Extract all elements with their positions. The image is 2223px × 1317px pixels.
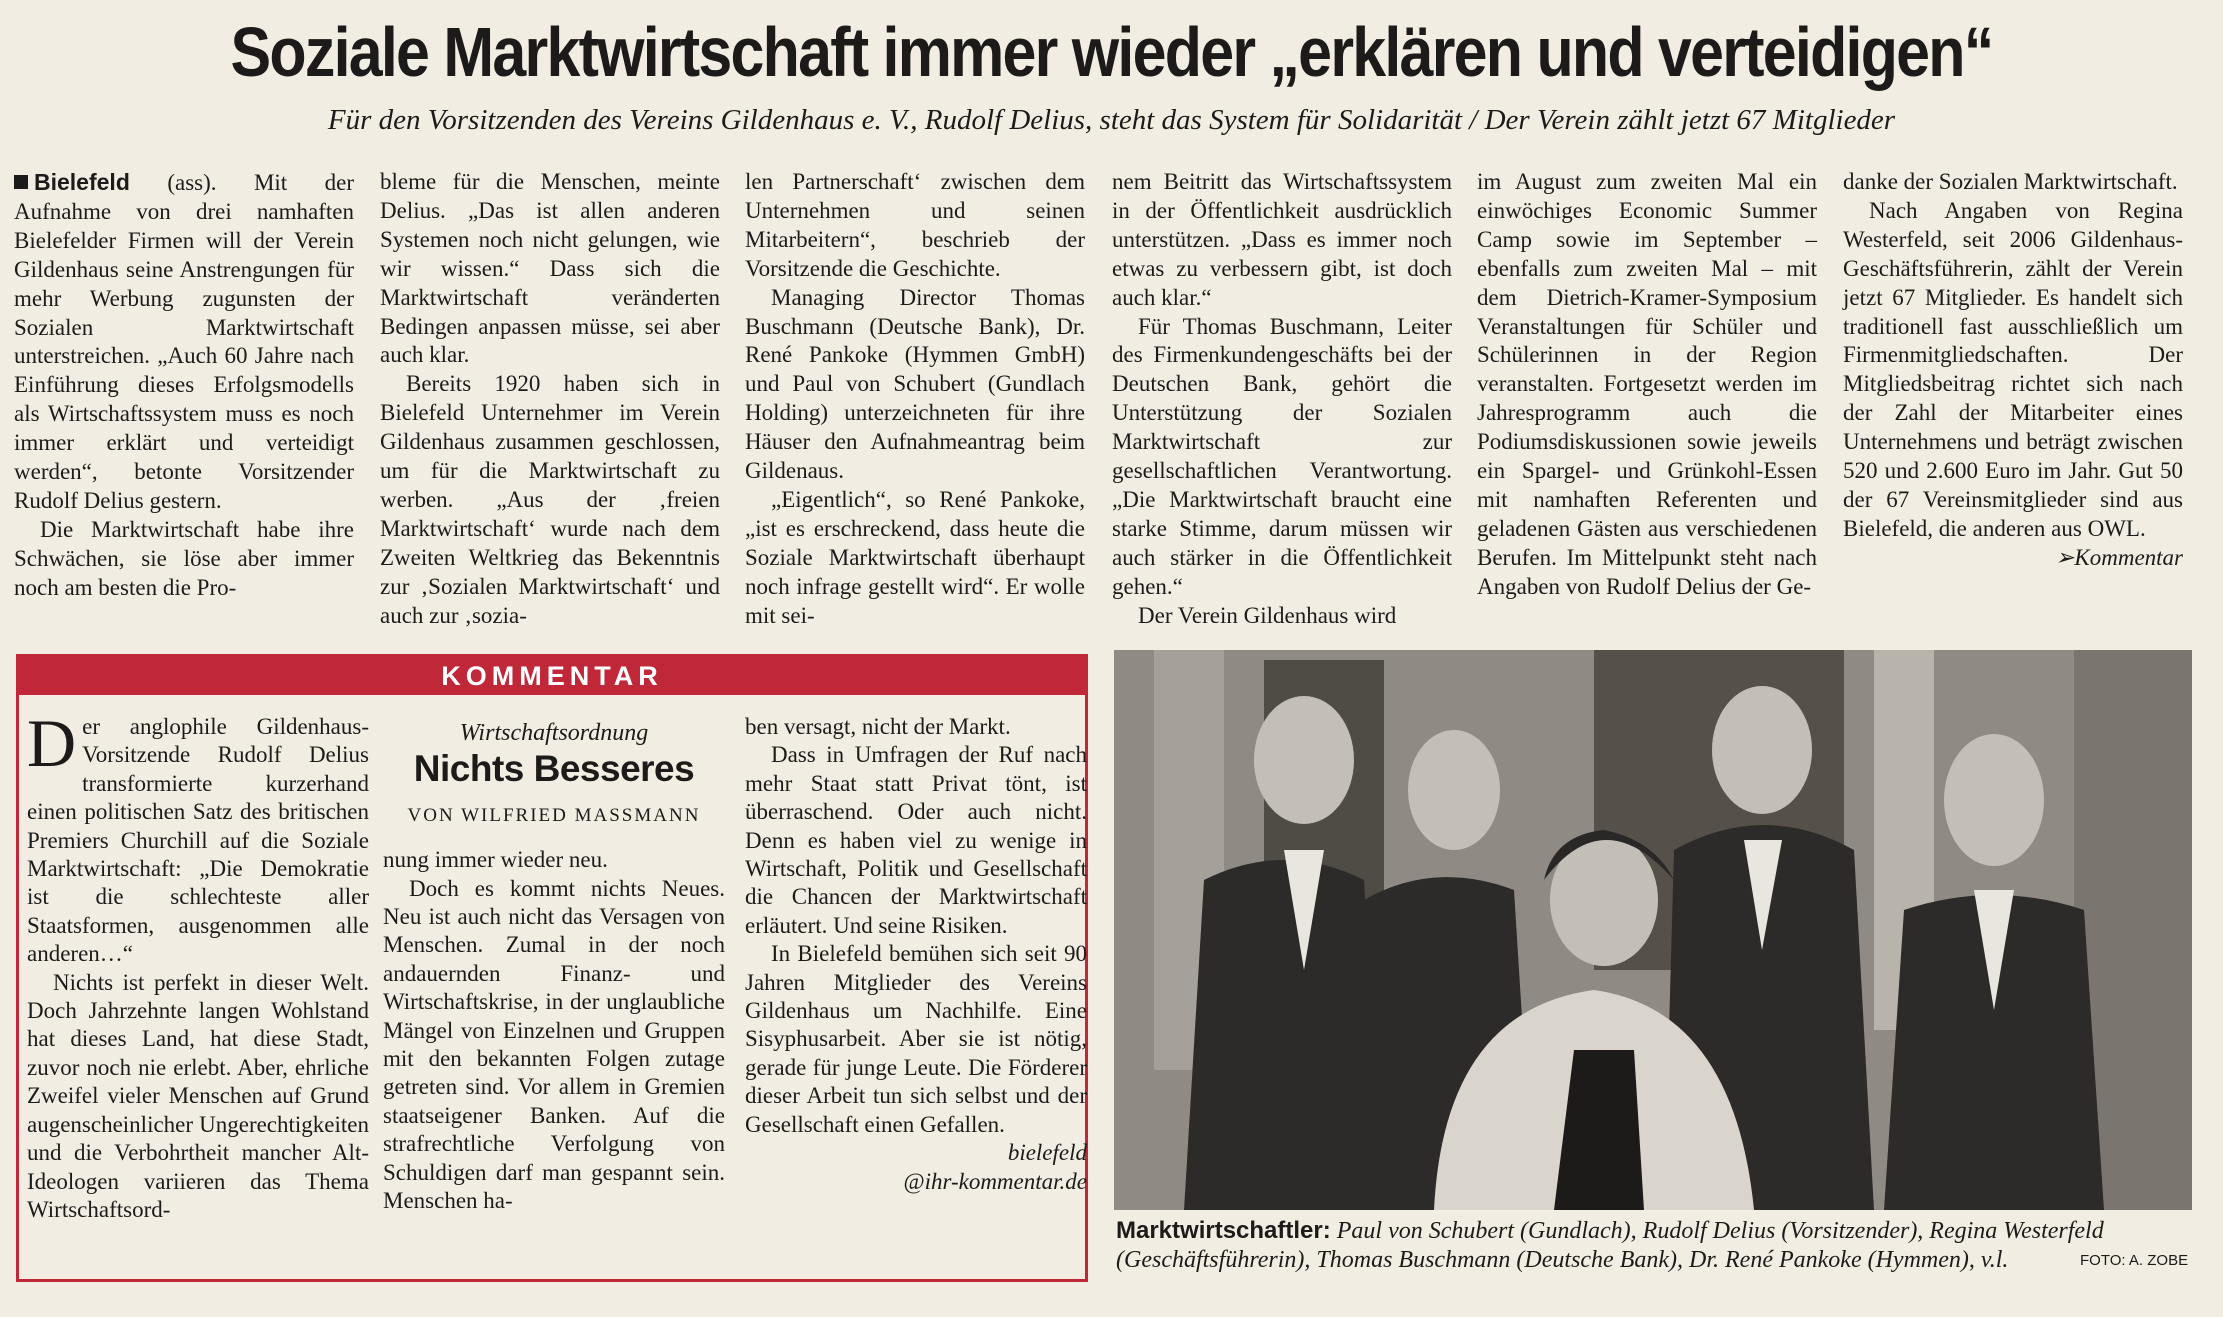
article-paragraph: „Eigentlich“, so René Pankoke, „ist es erschreckend, dass heute die Soziale Marktwirtschaft überhaupt noch infrage gestellt wird“. Er wolle mit sei- bbox=[745, 486, 1085, 628]
commentary-column-2 bbox=[383, 713, 725, 1216]
caption-lead: Marktwirtschaftler: bbox=[1116, 1217, 1331, 1244]
dropcap: D bbox=[27, 705, 77, 781]
article-column-1 bbox=[14, 168, 354, 603]
group-photo bbox=[1114, 650, 2192, 1210]
group-photo-image bbox=[1114, 650, 2192, 1210]
commentary-paragraph: Nichts ist perfekt in dieser Welt. Doch Jahrzehnte langen Wohlstand hat dieses Land, hat diese Stadt, zuvor noch nie erlebt. Aber, ehrliche Zweifel vieler Menschen auf Grund augenscheinlicher Ungerechtigkeiten und die Verbohrtheit mancher Alt-Ideologen variieren das Thema Wirtschaftsord- bbox=[27, 969, 369, 1222]
commentary-box bbox=[16, 654, 1088, 1282]
photo-caption bbox=[1116, 1216, 2192, 1275]
article-column-5 bbox=[1477, 168, 1817, 602]
photo-credit: FOTO: A. ZOBE bbox=[2080, 1252, 2189, 1269]
signature-place: bielefeld bbox=[1007, 1140, 1087, 1166]
commentary-reference[interactable]: ➢Kommentar bbox=[2055, 544, 2183, 570]
commentary-paragraph: nung immer wieder neu. bbox=[383, 847, 608, 873]
article-paragraph: Managing Director Thomas Buschmann (Deutsche Bank), Dr. René Pankoke (Hymmen GmbH) und Paul von Schubert (Gundlach Holding) unterzeichneten für ihre Häuser den Aufnahmeantrag beim Gildenaus. bbox=[745, 284, 1085, 484]
article-paragraph: len Partnerschaft‘ zwischen dem Unternehmen und seinen Mitarbeitern“, beschrieb der Vorsitzende die Geschichte. bbox=[745, 169, 1085, 281]
commentary-paragraph: Dass in Umfragen der Ruf nach mehr Staat statt Privat tönt, ist überraschend. Oder auch nicht. Denn es haben viel zu wenige in Wirtschaft, Politik und Gesellschaft die Chancen der Marktwirtschaft erläutert. Und seine Risiken. bbox=[745, 742, 1087, 938]
article-paragraph: Bereits 1920 haben sich in Bielefeld Unternehmer im Verein Gildenhaus zusammen geschlossen, um für die Marktwirtschaft zu werben. „Aus der ‚freien Marktwirtschaft‘ wurde nach dem Zweiten Weltkrieg das Bekenntnis zur ‚Sozialen Marktwirtschaft‘ und auch zur ‚sozia- bbox=[380, 371, 720, 628]
commentary-paragraph: Der anglophile Gildenhaus-Vorsitzende Rudolf Delius transformierte kurzerhand einen politischen Satz des britischen Premiers Churchill auf die Soziale Marktwirtschaft: „Die Demokratie ist die schlechteste aller Staatsformen, ausgenommen alle anderen…“ bbox=[27, 705, 369, 967]
commentary-paragraph: In Bielefeld bemühen sich seit 90 Jahren Mitglieder des Vereins Gildenhaus um Nachhilfe. Eine Sisyphusarbeit. Aber sie ist nötig, gerade für junge Leute. Die Förderer dieser Arbeit tun sich selbst und der Gesellschaft einen Gefallen. bbox=[745, 941, 1087, 1137]
signature-email[interactable]: @ihr-kommentar.de bbox=[903, 1168, 1087, 1194]
article-paragraph: Bielefeld (ass). Mit der Aufnahme von drei namhaften Bielefelder Firmen will der Verein Gildenhaus seine Anstrengungen für mehr Werbung zugunsten der Sozialen Marktwirtschaft unterstreichen. „Auch 60 Jahre nach Einführung dieses Erfolgsmodells als Wirtschaftssystem muss es noch immer erklärt und verteidigt werden“, betonte Vorsitzender Rudolf Delius gestern. bbox=[14, 169, 355, 513]
article-paragraph: im August zum zweiten Mal ein einwöchiges Economic Summer Camp sowie im September – ebenfalls zum zweiten Mal – mit dem Dietrich-Kramer-Symposium Veranstaltungen für Schüler und Schülerinnen in der Region veranstalten. Fortgesetzt werden im Jahresprogramm auch die Podiumsdiskussionen sowie jeweils ein Spargel- und Grünkohl-Essen mit namhaften Referenten und geladenen Gästen aus verschiedenen Berufen. Im Mittelpunkt steht nach Angaben von Rudolf Delius der Ge- bbox=[1477, 169, 1817, 599]
commentary-column-3 bbox=[745, 713, 1087, 1196]
lead-square-icon bbox=[14, 175, 28, 189]
commentary-label: KOMMENTAR bbox=[441, 661, 663, 691]
commentary-kicker: Wirtschaftsordnung bbox=[459, 720, 649, 746]
article-column-3 bbox=[745, 168, 1085, 631]
article-paragraph: Für Thomas Buschmann, Leiter des Firmenkundengeschäfts bei der Deutschen Bank, gehört die Unterstützung der Sozialen Marktwirtschaft zur gesellschaftlichen Verantwortung. „Die Marktwirtschaft braucht eine starke Stimme, darum müssen wir auch stärker in die Öffentlichkeit gehen.“ bbox=[1112, 313, 1452, 599]
article-column-4 bbox=[1112, 168, 1452, 631]
commentary-column-1 bbox=[27, 705, 369, 1224]
article-paragraph: nem Beitritt das Wirtschaftssystem in der Öffentlichkeit ausdrücklich unterstützen. „Dass es immer noch etwas zu verbessern gibt, ist doch auch klar.“ bbox=[1112, 169, 1452, 310]
article-paragraph: Nach Angaben von Regina Westerfeld, seit 2006 Gildenhaus-Geschäftsführerin, zählt der Verein jetzt 67 Mitglieder. Es handelt sich traditionell fast ausschließlich um Firmenmitgliedschaften. Der Mitgliedsbeitrag richtet sich nach der Zahl der Mitarbeiter eines Unternehmens und beträgt zwischen 520 und 2.600 Euro im Jahr. Gut 50 der 67 Vereinsmitglieder sind aus Bielefeld, die anderen aus OWL. bbox=[1843, 197, 2183, 541]
article-paragraph: Die Marktwirtschaft habe ihre Schwächen, sie löse aber immer noch am besten die Pro- bbox=[14, 516, 354, 600]
commentary-paragraph: ben versagt, nicht der Markt. bbox=[745, 714, 1011, 739]
commentary-author: VON WILFRIED MASSMANN bbox=[407, 804, 701, 826]
article-paragraph: bleme für die Menschen, meinte Delius. „Das ist allen anderen Systemen noch nicht gelungen, wie wir wissen.“ Dass sich die Marktwirtschaft veränderten Bedingen anpassen müsse, sei aber auch klar. bbox=[380, 169, 720, 368]
subheadline: Für den Vorsitzenden des Vereins Gildenhaus e. V., Rudolf Delius, steht das System für Solidarität / Der Verein zählt jetzt 67 Mitglieder bbox=[327, 104, 1896, 136]
commentary-paragraph: Doch es kommt nichts Neues. Neu ist auch nicht das Versagen von Menschen. Zumal in der noch andauernden Finanz- und Wirtschaftskrise, in der unglaubliche Mängel von Einzelnen und Gruppen mit den bekannten Folgen zutage getreten sind. Vor allem in Gremien staatseigener Banken. Auf die strafrechtliche Verfolgung von Schuldigen darf man gespannt sein. Menschen ha- bbox=[383, 875, 725, 1214]
caption-text: Paul von Schubert (Gundlach), Rudolf Delius (Vorsitzender), Regina Westerfeld (Geschäftsführerin), Thomas Buschmann (Deutsche Bank), Dr. René Pankoke (Hymmen), v.l. bbox=[1116, 1218, 2104, 1273]
article-column-2 bbox=[380, 168, 720, 631]
headline: Soziale Marktwirtschaft immer wieder „erklären und verteidigen“ bbox=[230, 13, 1993, 91]
article-paragraph: Der Verein Gildenhaus wird bbox=[1138, 602, 1397, 628]
article-column-6 bbox=[1843, 168, 2183, 573]
article-paragraph: danke der Sozialen Marktwirtschaft. bbox=[1843, 169, 2178, 194]
commentary-title: Nichts Besseres bbox=[413, 748, 695, 790]
dateline: Bielefeld bbox=[34, 169, 130, 195]
